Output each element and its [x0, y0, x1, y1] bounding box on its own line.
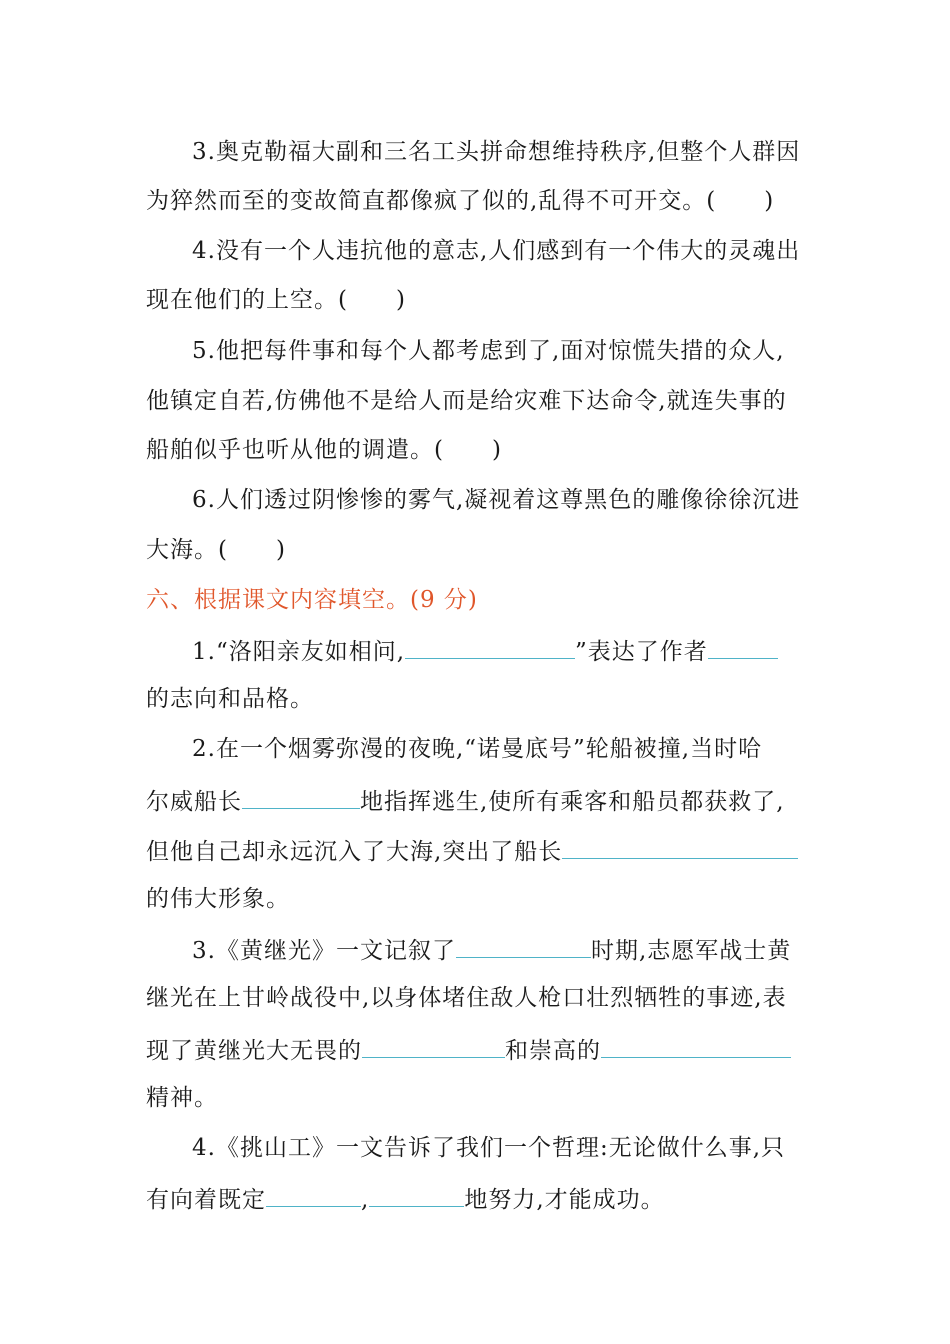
item-4-line-2: 现在他们的上空。( ) — [146, 287, 406, 313]
q3-blank-3[interactable] — [601, 1033, 791, 1058]
q4-text-3: 地努力,才能成功。 — [464, 1187, 665, 1213]
q2-line-4: 的伟大形象。 — [146, 886, 290, 912]
q3-blank-2[interactable] — [362, 1033, 505, 1058]
q1-text-1: 1.“洛阳亲友如相问, — [192, 639, 406, 665]
q3-text-4: 和崇高的 — [505, 1038, 601, 1064]
q1-blank-1[interactable] — [405, 634, 575, 659]
q3-line-3 — [146, 1033, 791, 1066]
q4-line-1: 4.《挑山工》一文告诉了我们一个哲理:无论做什么事,只 — [192, 1135, 786, 1161]
item-6-line-2: 大海。( ) — [146, 537, 286, 563]
q3-line-4: 精神。 — [146, 1085, 218, 1111]
section-6-heading: 六、根据课文内容填空。(9 分) — [146, 587, 478, 613]
item-3-line-2: 为猝然而至的变故简直都像疯了似的,乱得不可开交。( ) — [146, 188, 775, 214]
item-5-line-3: 船舶似乎也听从他的调遣。( ) — [146, 437, 502, 463]
item-5-line-1: 5.他把每件事和每个人都考虑到了,面对惊慌失措的众人, — [192, 338, 785, 364]
q3-text-1: 3.《黄继光》一文记叙了 — [192, 938, 456, 964]
q2-text-2: 地指挥逃生,使所有乘客和船员都获救了, — [360, 789, 785, 815]
q2-line-1: 2.在一个烟雾弥漫的夜晚,“诺曼底号”轮船被撞,当时哈 — [192, 736, 763, 762]
q3-text-2: 时期,志愿军战士黄 — [590, 938, 792, 964]
q1-blank-2[interactable] — [708, 634, 778, 659]
q4-text-1: 有向着既定 — [146, 1187, 266, 1213]
q2-line-2 — [146, 784, 785, 817]
q4-blank-1[interactable] — [266, 1182, 361, 1207]
q3-line-2: 继光在上甘岭战役中,以身体堵住敌人枪口壮烈牺牲的事迹,表 — [146, 985, 787, 1011]
item-5-line-2: 他镇定自若,仿佛他不是给人而是给灾难下达命令,就连失事的 — [146, 388, 787, 414]
item-4-line-1: 4.没有一个人违抗他的意志,人们感到有一个伟大的灵魂出 — [192, 238, 801, 264]
q1-line-1 — [192, 634, 778, 667]
item-6-line-1: 6.人们透过阴惨惨的雾气,凝视着这尊黑色的雕像徐徐沉进 — [192, 487, 801, 513]
q2-text-3: 但他自己却永远沉入了大海,突出了船长 — [146, 839, 563, 865]
q4-blank-2[interactable] — [369, 1182, 464, 1207]
q3-text-3: 现了黄继光大无畏的 — [146, 1038, 362, 1064]
q1-line-2: 的志向和品格。 — [146, 686, 314, 712]
q3-line-1 — [192, 933, 791, 966]
q2-text-1: 尔威船长 — [146, 789, 242, 815]
item-3-line-1: 3.奥克勒福大副和三名工头拼命想维持秩序,但整个人群因 — [192, 139, 801, 165]
q2-line-3 — [146, 834, 798, 867]
q2-blank-2[interactable] — [562, 834, 798, 859]
q2-blank-1[interactable] — [242, 784, 360, 809]
q3-blank-1[interactable] — [456, 933, 591, 958]
q1-text-2: ”表达了作者 — [575, 639, 708, 665]
q4-line-2 — [146, 1182, 665, 1215]
q4-text-2: , — [361, 1187, 370, 1213]
